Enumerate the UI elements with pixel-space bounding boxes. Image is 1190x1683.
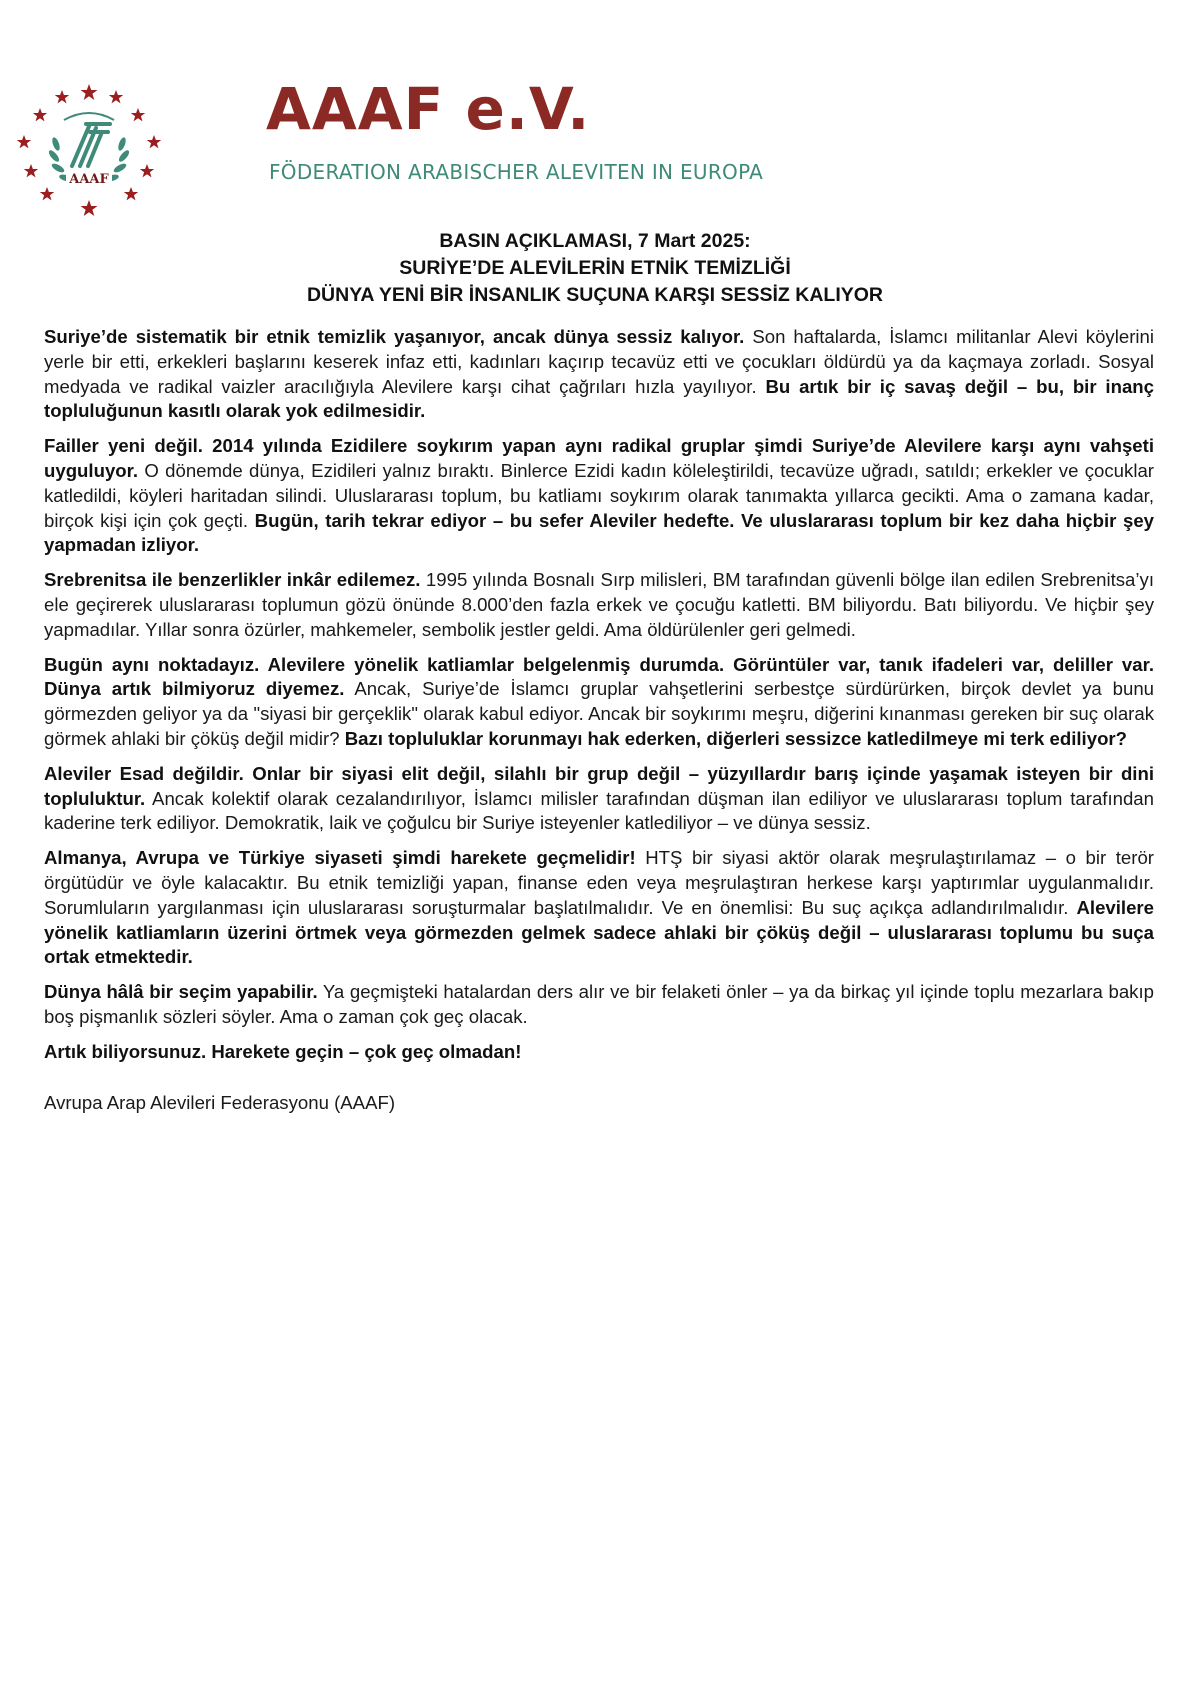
paragraph-5-text: Ancak kolektif olarak cezalandırılıyor, İslamcı milisler tarafından düşman ilan ediliyor ve uluslararası toplum tarafından kaderine terk ediliyor. Demokratik, laik ve çoğulcu bir Suriye isteyenler katlediliyor – ve dünya sessiz.	[44, 787, 1154, 834]
paragraph-3	[44, 568, 1154, 642]
paragraph-2-lead: Failler yeni değil. 2014 yılında Ezidilere soykırım yapan aynı radikal gruplar şimdi Suriye’de Alevilere karşı aynı vahşeti uyguluyor.	[44, 435, 1154, 481]
paragraph-5-lead: Aleviler Esad değildir. Onlar bir siyasi elit değil, silahlı bir grup değil – yüzyıllardır barış içinde yaşamak isteyen bir dini topluluktur.	[44, 762, 1154, 809]
paragraph-1	[44, 325, 1154, 424]
paragraph-4-lead: Bugün aynı noktadayız. Alevilere yönelik katliamlar belgelenmiş durumda. Görüntüler var, tanık ifadeleri var, deliller var. Dünya artık bilmiyoruz diyemez.	[44, 653, 1154, 700]
paragraph-2	[44, 434, 1154, 558]
paragraph-4-text: Ancak, Suriye’de İslamcı gruplar vahşetlerini serbestçe sürdürürken, birçok devlet ya bunu görmezden geliyor ya da "siyasi bir gerçeklik" olarak kabul ediyor. Ancak bir soykırımı meşru, diğerini kınanması gereken bir suç olarak görmek ahlaki bir çöküş değil midir?	[44, 678, 1155, 749]
paragraph-4	[44, 653, 1154, 752]
paragraph-3-text: 1995 yılında Bosnalı Sırp milisleri, BM tarafından güvenli bölge ilan edilen Srebrenitsa’yı ele geçirerek uluslararası toplumun gözü önünde 8.000’den fazla erkek ve çocuğu katletti. BM biliyordu. Batı biliyordu. Ve hiçbir şey yapmadılar. Yıllar sonra özürler, mahkemeler, sembolik jestler geldi. Ama öldürülenler geri gelmedi.	[44, 569, 1154, 640]
paragraph-1-lead: Suriye’de sistematik bir etnik temizlik yaşanıyor, ancak dünya sessiz kalıyor.	[44, 326, 745, 347]
organization-name: AAAF e.V.	[266, 75, 591, 143]
paragraph-6-text: HTŞ bir siyasi aktör olarak meşrulaştırılamaz – o bir terör örgütüdür ve öyle kalacaktır. Bu etnik temizliği yapan, finanse eden veya meşrulaştıran herkese karşı yaptırımlar uygulanmalıdır. Sorumluların yargılanması için uluslararası soruşturmalar başlatılmalıdır. Ve en önemlisi: Bu suç açıkça adlandırılmalıdır.	[44, 847, 1154, 918]
paragraph-8	[44, 1040, 1154, 1065]
press-release-title	[0, 228, 1190, 309]
paragraph-1-text: Son haftalarda, İslamcı militanlar Alevi köylerini yerle bir etti, erkekleri başlarını keserek infaz etti, kadınları kaçırıp tecavüz etti ve çocukları öldürdü ya da kaçmaya zorladı. Sosyal medyada ve radikal vaizler aracılığıyla Alevilere karşı cihat çağrıları hızla yayılıyor.	[44, 326, 1154, 397]
paragraph-1-emphasis: Bu artık bir iç savaş değil – bu, bir inanç topluluğunun kasıtlı olarak yok edilmesidir.	[44, 375, 1154, 422]
aaaf-logo-emblem	[16, 84, 162, 216]
paragraph-4-emphasis: Bazı topluluklar korunmayı hak ederken, diğerleri sessizce katledilmeye mi terk ediliyor?	[344, 727, 1128, 749]
title-line-3: DÜNYA YENİ BİR İNSANLIK SUÇUNA KARŞI SESSİZ KALIYOR	[306, 284, 884, 306]
title-line-1: BASIN AÇIKLAMASI, 7 Mart 2025:	[439, 230, 751, 252]
svg-text:AAAF: AAAF	[69, 172, 109, 187]
organization-subtitle: FÖDERATION ARABISCHER ALEVITEN IN EUROPA	[269, 160, 764, 184]
paragraph-2-text: O dönemde dünya, Ezidileri yalnız bıraktı. Binlerce Ezidi kadın köleleştirildi, tecavüze uğradı, satıldı; erkekler ve çocuklar katledildi, köyleri haritadan silindi. Uluslararası toplum, bu katliamı soykırım olarak tanımakta yıllarca gecikti. Ama o zamana kadar, birçok kişi için çok geçti.	[44, 459, 1154, 531]
letterhead	[0, 0, 1190, 220]
title-line-2: SURİYE’DE ALEVİLERİN ETNİK TEMİZLİĞİ	[399, 257, 791, 279]
paragraph-6-emphasis: Alevilere yönelik katliamların üzerini örtmek veya görmezden gelmek sadece ahlaki bir çöküş değil – uluslararası toplumu bu suça ortak etmektedir.	[44, 896, 1154, 968]
paragraph-5	[44, 762, 1154, 836]
press-release-body	[44, 325, 1154, 1125]
paragraph-8-lead: Artık biliyorsunuz. Harekete geçin – çok geç olmadan!	[44, 1040, 522, 1062]
paragraph-7	[44, 980, 1154, 1030]
paragraph-3-lead: Srebrenitsa ile benzerlikler inkâr edilemez.	[44, 569, 421, 591]
paragraph-7-text: Ya geçmişteki hatalardan ders alır ve bir felaketi önler – ya da birkaç yıl içinde toplu mezarlara bakıp boş pişmanlık sözleri söyler. Ama o zaman çok geç olacak.	[44, 981, 1154, 1027]
paragraph-6	[44, 846, 1154, 970]
paragraph-7-lead: Dünya hâlâ bir seçim yapabilir.	[44, 981, 318, 1003]
signature: Avrupa Arap Alevileri Federasyonu (AAAF)	[44, 1091, 396, 1113]
paragraph-2-emphasis: Bugün, tarih tekrar ediyor – bu sefer Aleviler hedefte. Ve uluslararası toplum bir kez daha hiçbir şey yapmadan izliyor.	[44, 509, 1155, 556]
paragraph-6-lead: Almanya, Avrupa ve Türkiye siyaseti şimdi harekete geçmelidir!	[44, 847, 636, 869]
